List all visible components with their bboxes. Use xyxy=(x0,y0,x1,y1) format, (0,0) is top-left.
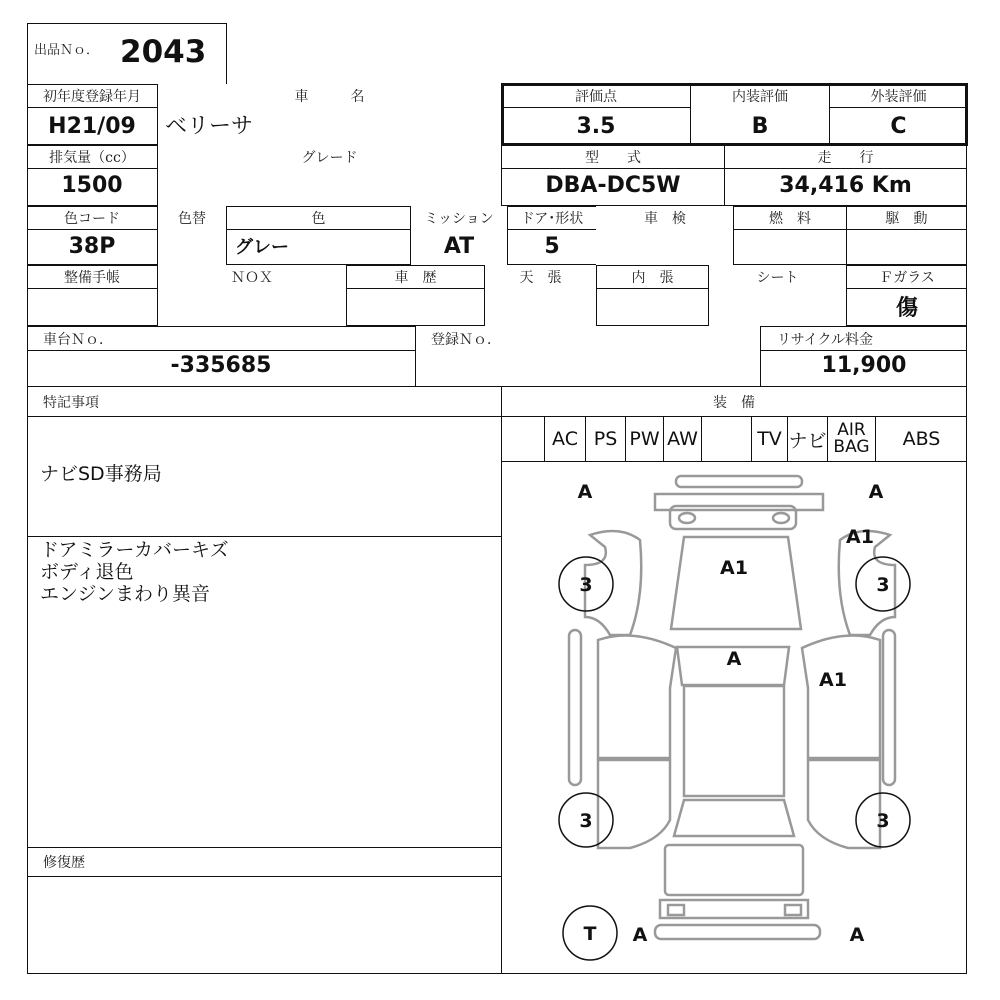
color-code: 38P xyxy=(68,233,116,259)
special-text: ナビSD事務局 xyxy=(40,463,162,485)
glass: 傷 xyxy=(895,294,918,321)
color: グレー xyxy=(235,237,289,258)
displacement: 1500 xyxy=(61,172,123,198)
remarks-line-3: エンジンまわり異音 xyxy=(40,583,211,605)
mark-tire-fr: 3 xyxy=(876,574,890,596)
registration xyxy=(415,350,761,380)
mark-right-door: A1 xyxy=(819,669,847,691)
mark-front-left: A xyxy=(577,481,593,503)
chassis-label: 車台Ｎｏ． xyxy=(43,331,113,348)
equipment-item: ナビ xyxy=(788,417,828,461)
glass-label: Ｆガラス xyxy=(879,270,935,286)
special-label: 特記事項 xyxy=(43,395,99,411)
exterior: C xyxy=(890,113,907,139)
mark-roof-front: A xyxy=(726,648,742,670)
inspection-label: 車 検 xyxy=(644,211,686,227)
color-code-label: 色コード xyxy=(64,211,120,227)
displacement-label: 排気量（cc） xyxy=(49,150,135,166)
doors: 5 xyxy=(544,233,560,259)
score: 3.5 xyxy=(576,113,616,139)
equipment-item: ABS xyxy=(902,428,941,450)
lot-number: 2043 xyxy=(120,34,207,70)
seat xyxy=(708,288,847,324)
registration-label: 登録Ｎｏ． xyxy=(431,331,501,348)
repaint xyxy=(157,229,227,263)
grade-label: グレード xyxy=(301,150,358,166)
remarks-divider xyxy=(27,536,502,537)
interior: B xyxy=(751,113,769,139)
recycle: 11,900 xyxy=(821,352,907,378)
exterior-label: 外装評価 xyxy=(870,89,927,105)
remarks-line-2: ボディ退色 xyxy=(40,561,134,583)
drive xyxy=(846,229,967,263)
fuel-label: 燃 料 xyxy=(769,211,811,227)
mark-tire-rl: 3 xyxy=(579,810,593,832)
history xyxy=(347,288,484,324)
mark-tire-rr: 3 xyxy=(876,810,890,832)
doors-label: ドア･形状 xyxy=(520,211,584,227)
history-label: 車 歴 xyxy=(394,270,437,286)
equipment-item: AIR BAG xyxy=(828,417,876,461)
color-label: 色 xyxy=(311,211,326,227)
model: DBA-DC5W xyxy=(545,172,681,198)
interior-label: 内装評価 xyxy=(732,89,788,105)
equipment-item: AW xyxy=(664,417,702,461)
mark-front-right: A xyxy=(868,481,884,503)
roof-label: 天 張 xyxy=(519,270,562,286)
reg-year: H21/09 xyxy=(48,113,136,139)
equipment-item: AC xyxy=(544,417,586,461)
interior-trim-label: 内 張 xyxy=(631,270,674,286)
car-name-label: 車 名 xyxy=(294,89,365,105)
roof xyxy=(484,288,597,324)
mark-spare: T xyxy=(583,923,597,945)
mark-tire-fl: 3 xyxy=(579,574,593,596)
service-book-label: 整備手帳 xyxy=(64,270,120,286)
remarks-line-1: ドアミラーカバーキズ xyxy=(40,539,229,561)
mileage-label: 走 行 xyxy=(817,150,874,166)
equipment-item: TV xyxy=(752,417,788,461)
transmission-label: ミッション xyxy=(424,211,494,227)
score-label: 評価点 xyxy=(575,89,617,105)
equipment-label: 装 備 xyxy=(713,395,755,411)
equipment-item: PW xyxy=(626,417,664,461)
mark-front-right-fender: A1 xyxy=(846,526,874,548)
nox-label: ＮＯＸ xyxy=(231,270,273,286)
mark-hood: A1 xyxy=(720,557,748,579)
equipment-item: PS xyxy=(586,417,626,461)
interior-trim xyxy=(597,288,708,324)
reg-year-label: 初年度登録年月 xyxy=(43,89,141,105)
drive-label: 駆 動 xyxy=(885,211,928,227)
inspection xyxy=(596,229,734,263)
service-book xyxy=(27,288,157,324)
equipment-item xyxy=(702,417,752,461)
equipment-panel xyxy=(501,386,967,974)
mileage: 34,416 Km xyxy=(779,172,912,198)
lot-label: 出品Ｎｏ． xyxy=(34,42,100,58)
fuel xyxy=(734,229,846,263)
seat-label: シート xyxy=(756,270,799,286)
model-label: 型 式 xyxy=(585,150,641,166)
transmission: AT xyxy=(443,233,475,259)
chassis: -335685 xyxy=(170,352,272,378)
mark-rear-left: A xyxy=(632,924,648,946)
car-name: ベリーサ xyxy=(165,113,254,139)
mark-rear-right: A xyxy=(849,924,865,946)
nox xyxy=(157,288,347,324)
repair-label: 修復歴 xyxy=(43,855,85,871)
grade xyxy=(157,168,502,202)
repaint-label: 色替 xyxy=(178,211,206,227)
repair-label-row xyxy=(27,847,502,877)
recycle-label: リサイクル料金 xyxy=(777,331,874,348)
